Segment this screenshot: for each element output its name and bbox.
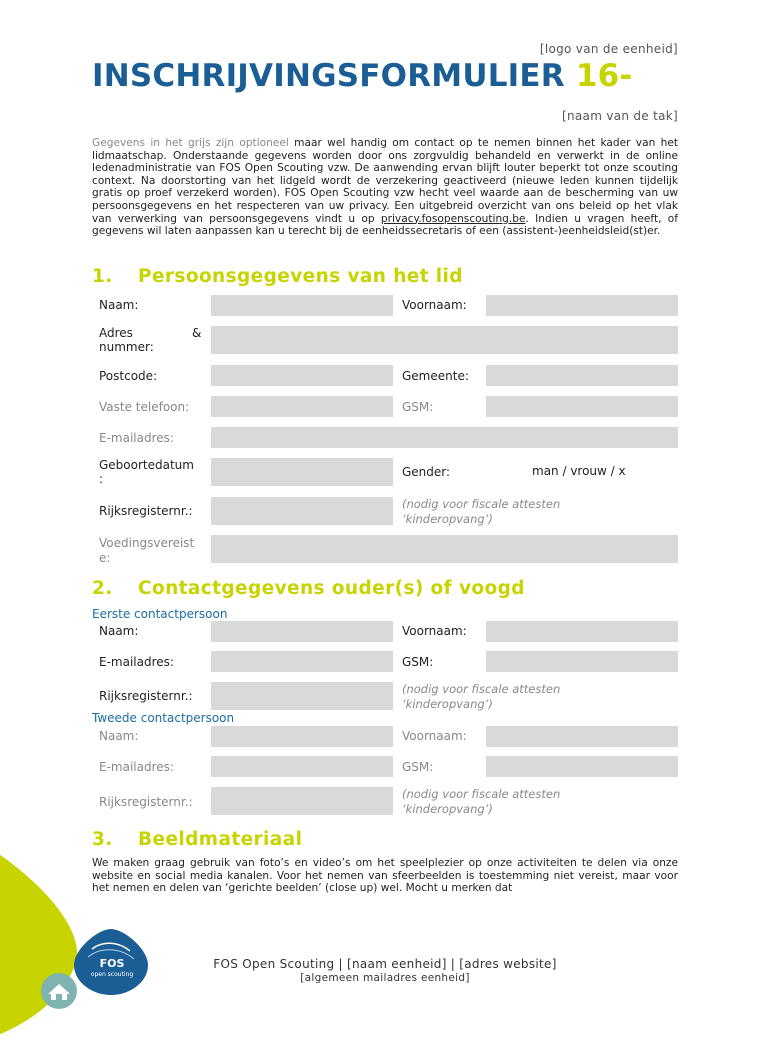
label-geboortedatum-colon: :: [99, 472, 104, 486]
label-voornaam: Voornaam:: [402, 298, 467, 312]
field-vaste-telefoon[interactable]: [211, 396, 393, 417]
tak-placeholder: [naam van de tak]: [562, 109, 678, 123]
section-1-heading: [92, 266, 463, 287]
c2-fiscal-note-line-1: (nodig voor fiscale attesten: [402, 787, 561, 801]
section-2-number: 2.: [92, 578, 113, 599]
field-gsm[interactable]: [486, 396, 678, 417]
label-c2-voornaam: Voornaam:: [402, 729, 467, 743]
section-3-title: Beeldmateriaal: [138, 829, 303, 850]
label-adres-amp: &: [192, 326, 202, 340]
field-c2-naam[interactable]: [211, 726, 393, 747]
privacy-link[interactable]: privacy.fosopenscouting.be: [380, 212, 526, 225]
label-nummer: nummer:: [99, 340, 154, 354]
intro-paragraph: [92, 137, 678, 238]
field-postcode[interactable]: [211, 365, 393, 386]
label-gemeente: Gemeente:: [402, 369, 469, 383]
field-gemeente[interactable]: [486, 365, 678, 386]
field-c2-rijksregister[interactable]: [211, 787, 393, 815]
fos-logo-text: FOS: [99, 957, 125, 970]
label-geboortedatum: Geboortedatum: [99, 458, 194, 472]
label-naam: Naam:: [99, 298, 139, 312]
label-rijksregister: Rijksregisternr.:: [99, 504, 193, 518]
field-c1-voornaam[interactable]: [486, 621, 678, 642]
label-gender: Gender:: [402, 465, 451, 479]
section-2-heading: [92, 578, 525, 599]
gender-options[interactable]: man / vrouw / x: [532, 464, 626, 478]
field-voornaam[interactable]: [486, 295, 678, 316]
fiscal-note-line-1: (nodig voor fiscale attesten: [402, 497, 561, 511]
field-email[interactable]: [211, 427, 678, 448]
c1-fiscal-note-line-2: ‘kinderopvang’): [402, 696, 493, 711]
first-contact-heading: Eerste contactpersoon: [92, 607, 228, 621]
label-c1-rijksregister: Rijksregisternr.:: [99, 689, 193, 703]
c2-fiscal-note: [402, 787, 560, 816]
label-c2-gsm: GSM:: [402, 760, 434, 774]
field-rijksregister[interactable]: [211, 497, 393, 525]
title-main: INSCHRIJVINGSFORMULIER: [92, 58, 565, 94]
field-c2-gsm[interactable]: [486, 756, 678, 777]
second-contact-heading: Tweede contactpersoon: [92, 711, 235, 725]
c2-fiscal-note-line-2: ‘kinderopvang’): [402, 801, 493, 816]
fiscal-note-line-2: ‘kinderopvang’): [402, 511, 493, 526]
field-voedingsvereiste[interactable]: [211, 535, 678, 563]
intro-optional-note: Gegevens in het grijs zijn optioneel: [92, 137, 289, 149]
field-c1-email[interactable]: [211, 651, 393, 672]
field-c1-gsm[interactable]: [486, 651, 678, 672]
label-c1-voornaam: Voornaam:: [402, 624, 467, 638]
section-3-number: 3.: [92, 829, 113, 850]
field-c2-voornaam[interactable]: [486, 726, 678, 747]
section-3-heading: [92, 829, 302, 850]
label-adres: Adres: [99, 326, 133, 340]
label-c1-gsm: GSM:: [402, 655, 434, 669]
intro-text-2: . Indien u vragen heeft, of gegevens wil laten aanpassen kan u terecht bij de eenheidssecretaris of een (assistent-)eenheidsleid(st)er.: [92, 212, 678, 238]
label-c1-email: E-mailadres:: [99, 655, 174, 669]
field-c2-email[interactable]: [211, 756, 393, 777]
page-title: [92, 58, 632, 94]
field-adres[interactable]: [211, 326, 678, 354]
title-year: 16-: [575, 58, 633, 94]
label-c2-email: E-mailadres:: [99, 760, 174, 774]
section-2-title: Contactgegevens ouder(s) of voogd: [138, 578, 525, 599]
footer-line-1: FOS Open Scouting | [naam eenheid] | [adres website]: [213, 957, 557, 971]
field-c1-naam[interactable]: [211, 621, 393, 642]
intro-text-1: maar wel handig om contact op te nemen binnen het kader van het lidmaatschap. Onderstaande gegevens worden door ons zorgvuldig behandeld en verwerkt in de online ledenadministratie van FOS Open Scouting vzw. De aanwending ervan blijft louter beperkt tot onze scouting context. Na doorstorting van het lidgeld wordt de verzekering geactiveerd (nieuwe leden kunnen tijdelijk gratis op proef verzekerd worden). FOS Open Scouting vzw hecht veel waarde aan de bescherming van uw persoonsgegevens en het respecteren van uw privacy. Een uitgebreid overzicht van ons beleid op het vlak van verwerking van persoonsgegevens vindt u op: [92, 137, 679, 225]
field-geboortedatum[interactable]: [211, 458, 393, 486]
label-email: E-mailadres:: [99, 431, 174, 445]
label-c1-naam: Naam:: [99, 624, 139, 638]
label-gsm: GSM:: [402, 400, 434, 414]
section-1-title: Persoonsgegevens van het lid: [138, 266, 463, 287]
footer-line-2: [algemeen mailadres eenheid]: [300, 972, 470, 984]
fos-logo-subtext: open scouting: [90, 971, 134, 978]
field-c1-rijksregister[interactable]: [211, 682, 393, 710]
section-1-number: 1.: [92, 266, 113, 287]
label-voedingsvereiste-2: e:: [99, 551, 111, 565]
label-c2-naam: Naam:: [99, 729, 139, 743]
fiscal-note: [402, 497, 560, 526]
decorative-lime-shape: [0, 815, 80, 1045]
c1-fiscal-note-line-1: (nodig voor fiscale attesten: [402, 682, 561, 696]
label-voedingsvereiste: Voedingsvereist: [99, 536, 195, 550]
c1-fiscal-note: [402, 682, 560, 711]
logo-placeholder: [logo van de eenheid]: [539, 42, 678, 56]
label-c2-rijksregister: Rijksregisternr.:: [99, 795, 193, 809]
section-3-body: We maken graag gebruik van foto’s en video’s om het speelplezier op onze activiteiten te delen via onze website en social media kanalen. Voor het nemen van sfeerbeelden is toestemming niet vereist, maar voor het nemen en delen van ‘gerichte beelden’ (close up) wel. Mocht u merken dat: [92, 857, 678, 895]
label-vaste-telefoon: Vaste telefoon:: [99, 400, 190, 414]
field-naam[interactable]: [211, 295, 393, 316]
label-postcode: Postcode:: [99, 369, 158, 383]
